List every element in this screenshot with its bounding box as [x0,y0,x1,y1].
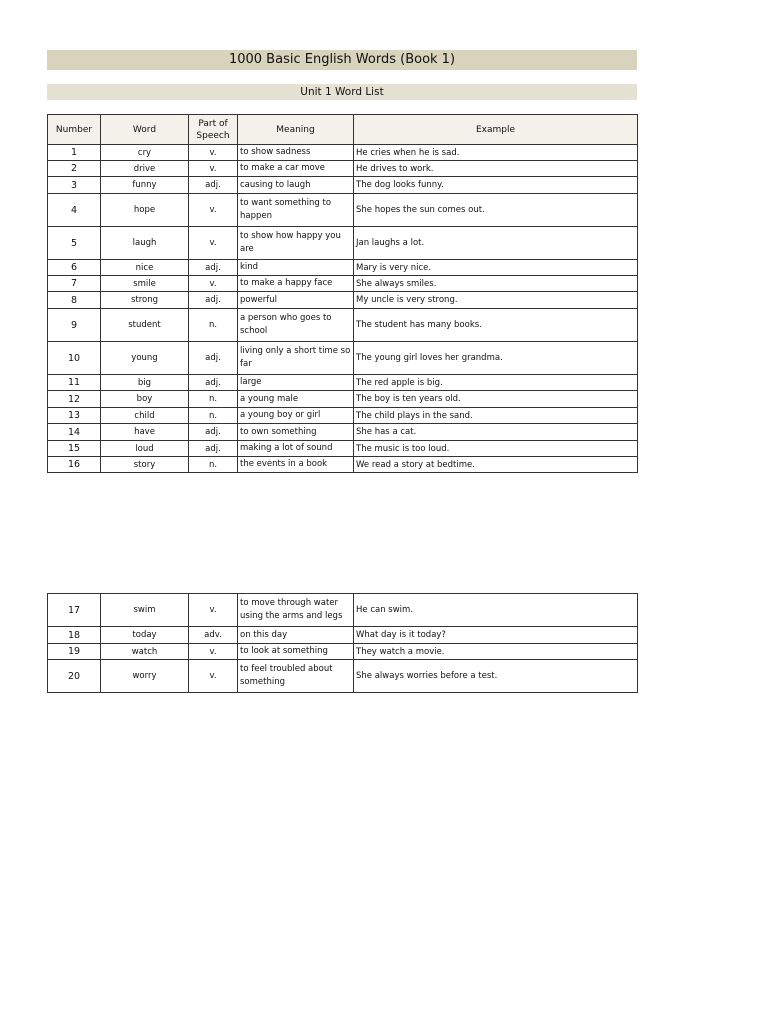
cell-number: 8 [48,292,101,309]
cell-number: 19 [48,644,101,660]
cell-part-of-speech: v. [189,276,238,292]
cell-meaning: to look at something [238,644,354,660]
cell-example: My uncle is very strong. [354,292,638,309]
cell-example: Mary is very nice. [354,260,638,276]
word-list-body-continued [48,594,638,693]
cell-word: worry [101,660,189,693]
cell-meaning: a young male [238,391,354,408]
cell-number: 1 [48,145,101,161]
cell-example: They watch a movie. [354,644,638,660]
cell-word: strong [101,292,189,309]
cell-example: What day is it today? [354,627,638,644]
cell-word: drive [101,161,189,177]
cell-meaning: to want something to happen [238,194,354,227]
cell-word: nice [101,260,189,276]
cell-number: 11 [48,375,101,391]
table-row [48,276,638,292]
cell-meaning: to feel troubled about something [238,660,354,693]
cell-example: She hopes the sun comes out. [354,194,638,227]
header-meaning: Meaning [238,115,354,145]
cell-example: The music is too loud. [354,441,638,457]
cell-part-of-speech: v. [189,227,238,260]
word-list-table-continued [47,593,638,693]
cell-number: 17 [48,594,101,627]
table-row [48,594,638,627]
cell-meaning: making a lot of sound [238,441,354,457]
cell-meaning: to show how happy you are [238,227,354,260]
cell-example: She has a cat. [354,424,638,441]
cell-word: funny [101,177,189,194]
table-row [48,391,638,408]
cell-meaning: a young boy or girl [238,408,354,424]
cell-example: The child plays in the sand. [354,408,638,424]
cell-meaning: to move through water using the arms and legs [238,594,354,627]
header-pos-line1: Part of [198,118,228,129]
cell-meaning: living only a short time so far [238,342,354,375]
header-number: Number [48,115,101,145]
cell-example: She always smiles. [354,276,638,292]
cell-example: The young girl loves her grandma. [354,342,638,375]
table-row [48,408,638,424]
cell-number: 2 [48,161,101,177]
table-row [48,424,638,441]
table-row [48,161,638,177]
cell-meaning: kind [238,260,354,276]
cell-number: 14 [48,424,101,441]
cell-number: 20 [48,660,101,693]
header-pos-line2: Speech [196,130,230,141]
table-row [48,309,638,342]
cell-part-of-speech: adj. [189,260,238,276]
table-header-row [48,115,638,145]
cell-word: story [101,457,189,473]
cell-part-of-speech: v. [189,644,238,660]
table-row [48,292,638,309]
cell-number: 18 [48,627,101,644]
cell-part-of-speech: v. [189,161,238,177]
table-row [48,644,638,660]
cell-word: child [101,408,189,424]
table-row [48,177,638,194]
cell-word: swim [101,594,189,627]
cell-meaning: on this day [238,627,354,644]
cell-number: 15 [48,441,101,457]
cell-part-of-speech: v. [189,145,238,161]
cell-word: smile [101,276,189,292]
cell-meaning: powerful [238,292,354,309]
cell-meaning: causing to laugh [238,177,354,194]
cell-word: have [101,424,189,441]
cell-word: watch [101,644,189,660]
cell-part-of-speech: adj. [189,342,238,375]
cell-part-of-speech: adj. [189,441,238,457]
word-list-body [48,145,638,473]
table-row [48,627,638,644]
table-row [48,342,638,375]
cell-meaning: to make a car move [238,161,354,177]
cell-part-of-speech: adv. [189,627,238,644]
cell-number: 10 [48,342,101,375]
header-part-of-speech [189,115,238,145]
cell-word: big [101,375,189,391]
cell-number: 4 [48,194,101,227]
cell-part-of-speech: v. [189,594,238,627]
cell-part-of-speech: v. [189,194,238,227]
cell-number: 7 [48,276,101,292]
table-row [48,660,638,693]
cell-example: The dog looks funny. [354,177,638,194]
header-example: Example [354,115,638,145]
table-row [48,227,638,260]
cell-example: The boy is ten years old. [354,391,638,408]
cell-number: 9 [48,309,101,342]
cell-part-of-speech: v. [189,660,238,693]
cell-word: young [101,342,189,375]
table-row [48,260,638,276]
cell-word: boy [101,391,189,408]
cell-example: He can swim. [354,594,638,627]
cell-part-of-speech: adj. [189,375,238,391]
document-title: 1000 Basic English Words (Book 1) [47,50,637,70]
cell-number: 12 [48,391,101,408]
header-word: Word [101,115,189,145]
cell-part-of-speech: n. [189,408,238,424]
cell-meaning: large [238,375,354,391]
cell-part-of-speech: n. [189,309,238,342]
cell-number: 3 [48,177,101,194]
cell-meaning: a person who goes to school [238,309,354,342]
table-row [48,375,638,391]
cell-number: 5 [48,227,101,260]
unit-subtitle: Unit 1 Word List [47,84,637,100]
cell-number: 16 [48,457,101,473]
cell-number: 13 [48,408,101,424]
table-row [48,145,638,161]
cell-word: today [101,627,189,644]
cell-word: student [101,309,189,342]
word-list-table [47,114,638,473]
table-row [48,457,638,473]
cell-example: He cries when he is sad. [354,145,638,161]
cell-word: cry [101,145,189,161]
cell-part-of-speech: adj. [189,292,238,309]
cell-example: We read a story at bedtime. [354,457,638,473]
cell-part-of-speech: n. [189,391,238,408]
cell-example: Jan laughs a lot. [354,227,638,260]
cell-part-of-speech: n. [189,457,238,473]
cell-example: The student has many books. [354,309,638,342]
cell-meaning: the events in a book [238,457,354,473]
cell-meaning: to make a happy face [238,276,354,292]
cell-example: She always worries before a test. [354,660,638,693]
cell-meaning: to own something [238,424,354,441]
cell-word: hope [101,194,189,227]
cell-example: He drives to work. [354,161,638,177]
table-row [48,194,638,227]
cell-word: laugh [101,227,189,260]
cell-part-of-speech: adj. [189,424,238,441]
cell-meaning: to show sadness [238,145,354,161]
cell-word: loud [101,441,189,457]
cell-example: The red apple is big. [354,375,638,391]
table-row [48,441,638,457]
cell-part-of-speech: adj. [189,177,238,194]
cell-number: 6 [48,260,101,276]
